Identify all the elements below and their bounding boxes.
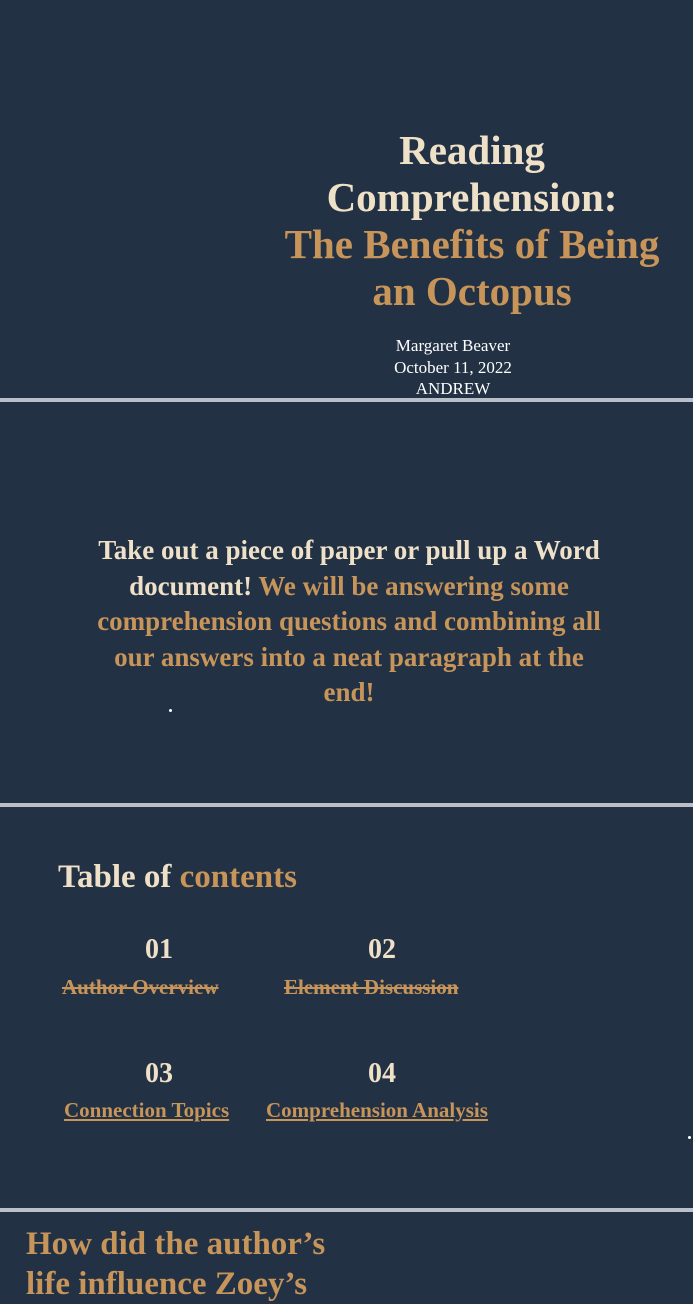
title-line-1: Reading xyxy=(399,127,545,173)
toc-title xyxy=(58,857,297,897)
title-slide xyxy=(0,0,693,398)
intro-text-part-1: Take out a piece of paper or pull up a Word document! xyxy=(98,535,600,601)
title-line-4: an Octopus xyxy=(372,268,572,314)
author-name: Margaret Beaver xyxy=(395,336,511,355)
toc-number-02: 02 xyxy=(368,934,396,965)
presentation-meta xyxy=(353,335,553,400)
title-line-2: Comprehension: xyxy=(326,174,618,220)
toc-number-01: 01 xyxy=(145,934,173,965)
toc-link-comprehension-analysis[interactable]: Comprehension Analysis xyxy=(266,1098,488,1122)
title-line-3: The Benefits of Being xyxy=(284,221,660,267)
table-of-contents-slide xyxy=(0,807,693,1208)
intro-text xyxy=(92,533,606,711)
cursor-dot xyxy=(688,1136,691,1139)
toc-title-part-1: Table of xyxy=(58,859,180,895)
presentation-title xyxy=(262,127,682,315)
intro-slide xyxy=(0,402,693,803)
toc-number-03: 03 xyxy=(145,1058,173,1089)
question-line-2: life influence Zoey’s xyxy=(26,1266,308,1302)
toc-link-element-discussion[interactable]: Element Discussion xyxy=(284,975,459,999)
toc-number-04: 04 xyxy=(368,1058,396,1089)
toc-title-part-2: contents xyxy=(179,859,297,895)
question-title xyxy=(26,1224,426,1304)
cursor-dot xyxy=(169,709,172,712)
question-line-1: How did the author’s xyxy=(26,1226,326,1262)
question-slide xyxy=(0,1212,693,1302)
intro-text-part-2: We will be answering some comprehension questions and combining all our answers into a neat paragraph at the end! xyxy=(97,570,601,707)
presentation-date: October 11, 2022 xyxy=(394,357,512,377)
student-name: ANDREW xyxy=(415,379,491,398)
toc-link-author-overview[interactable]: Author Overview xyxy=(62,975,219,999)
toc-link-connection-topics[interactable]: Connection Topics xyxy=(64,1098,230,1122)
